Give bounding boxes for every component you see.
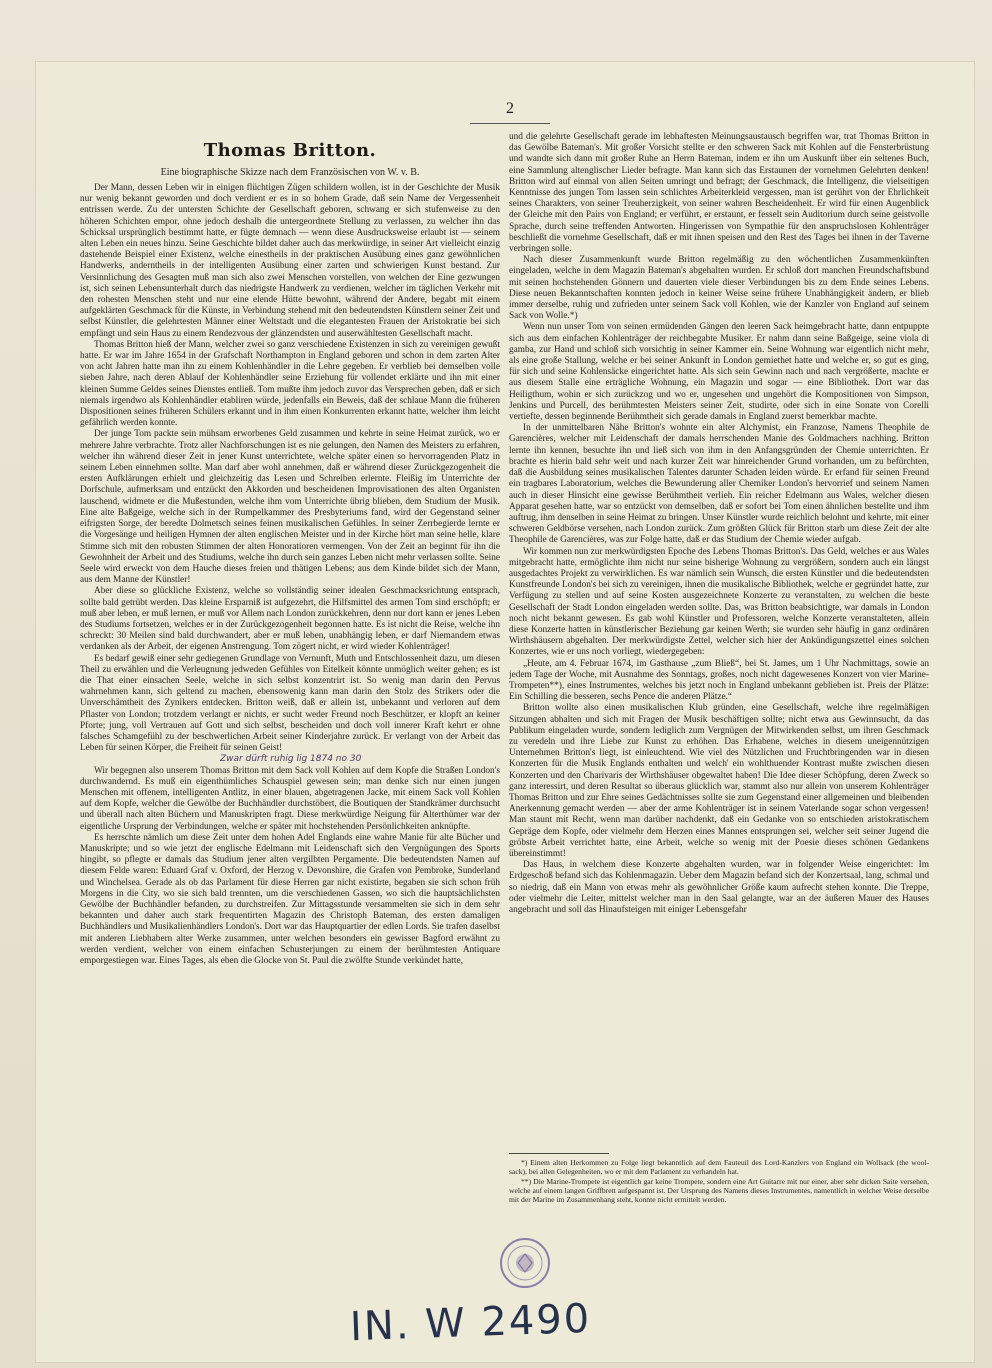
paragraph: Nach dieser Zusammenkunft wurde Britton regelmäßig zu den wöchentlichen Zusammenkünften eingeladen, welche in dem Magazin Bateman's abgehalten wurden. Er schloß dort manchen Freundschaftsbund mit seinen hochstehenden Gönnern und dauerten viele dieser Verbindungen bis zu dem Ende seines Lebens. Diese neuen Bekanntschaften konnten jedoch in keiner Weise seine frühere Unabhängigkeit ändern, er blieb immer derselbe, ruhig und zufrieden unter seinem Sack voll Kohlen, wie der Kanzler von England auf seinem Sack von Wolle.*) bbox=[509, 255, 929, 322]
paragraph: Der Mann, dessen Leben wir in einigen flüchtigen Zügen schildern wollen, ist in der Geschichte der Musik nur wenig bekannt geworden und doch verdient er es in so hohem Grade, daß sein Name der Vergessenheit entrissen werde. Zu der untersten Schichte der Gesellschaft geboren, schwang er sich stufenweise zu den höheren Schichten empor, ohne jedoch deshalb die untergeordnete Stellung zu verlassen, zu welcher ihn das Schicksal ursprünglich bestimmt hatte, er fügte demnach — wenn diese Ausdrucksweise erlaubt ist — seinem alten Leben ein neues hinzu. Seine Geschichte bildet daher auch das merkwürdige, in seiner Art vielleicht einzig dastehende Beispiel einer Existenz, welche einestheils in der praktischen Ausübung eines ganz gewöhnlichen Handwerks, anderntheils in der intelligenten Ausübung einer zarten und schwierigen Kunst bestand. Zur Versinnlichung des Gesagten muß man sich also zwei Menschen vorstellen, von welchen der Eine gezwungen ist, sich seinen Lebensunterhalt durch das niedrigste Handwerk zu verdienen, welcher im täglichen Verkehr mit den rohesten Menschen steht und nur eine elende Hütte bewohnt, während der Andere, begabt mit einem aufgeklärten Geschmack für die Künste, in Verbindung stehend mit den bedeutendsten Künstlern seiner Zeit und selbst Künstler, die gelehrtesten Männer einer Weltstadt und die elegantesten Frauen der Aristokratie bei sich empfängt und sein Haus zu einem Rendezvous der glänzendsten und auserwähltesten Gesellschaft macht. bbox=[80, 183, 500, 339]
paragraph: Aber diese so glückliche Existenz, welche so vollständig seiner idealen Geschmacksrichtung entsprach, sollte bald getrübt werden. Das kleine Ersparniß ist aufgezehrt, die Hilfsmittel des armen Tom sind erschöpft; er muß aber leben, er muß lernen, er muß vor Allem nach London zurückkehren, denn nur dort kann er jenes Leben des Studiums fortsetzen, welches er in der Zurückgezogenheit begonnen hatte. Es ist nicht die Reise, welche ihn schreckt: 30 Meilen sind bald durchwandert, aber er muß leben, unabhängig leben, er darf Niemandem etwas verdanken als der Arbeit, der eigenen Anstrengung. Tom zögert nicht, er wird wieder Kohlenträger! bbox=[80, 586, 500, 653]
page-number-rule bbox=[470, 123, 550, 124]
footnote: *) Einem alten Herkommen zu Folge liegt bekanntlich auf dem Fauteuil des Lord-Kanzlers von England ein Wollsack (the wool-sack), bei allen Gelegenheiten, wo er mit dem Parlament zu verhandeln hat. bbox=[509, 1158, 929, 1176]
concert-announcement-quote: „Heute, am 4. Februar 1674, im Gasthause „zum Bließ“, bei St. James, um 1 Uhr Nachmittags, sowie an jedem Tage der Woche, mit Ausnahme des Sonntags, großes, noch nicht dagewesenes Konzert von vier Marine-Trompeten**), eines Instrumentes, welches bis jetzt noch in England unbekannt geblieben ist. Preis der Plätze: Ein Schilling die besseren, sechs Pence die anderen Plätze.“ bbox=[509, 658, 929, 703]
handwritten-note: Zwar dürft ruhig lig 1874 no 30 bbox=[220, 754, 362, 765]
paragraph: Thomas Britton hieß der Mann, welcher zwei so ganz verschiedene Existenzen in sich zu vereinigen gewußt hatte. Er war im Jahre 1654 in der Grafschaft Northampton in England geboren und schon in dem zarten Alter von acht Jahren hatte man ihn zu einem Kohlenhändler in die Lehre gegeben. Er verblieb bei demselben volle sieben Jahre, nach deren Ablauf der Kohlenhändler seine Erziehung für vollendet erklärte und ihn mit einer kleinen Summe Geldes seines Dienstes entließ. Tom mußte ihm jedoch zuvor das Versprechen geben, daß er sich niemals irgendwo als Kohlenhändler etabliren würde, jedenfalls ein Beweis, daß der schlaue Mann die früheren Dispositionen seines früheren Schülers erkannt und in ihm einen Konkurrenten erkannt hatte, welcher ihm leicht gefährlich werden konnte. bbox=[80, 339, 500, 429]
library-stamp-icon bbox=[498, 1236, 552, 1290]
paragraph: Wir kommen nun zur merkwürdigsten Epoche des Lebens Thomas Britton's. Das Geld, welches er aus Wales mitgebracht hatte, ermöglichte ihm nicht nur seine bisherige Wohnung zu vergrößern, sondern auch ein längst ausgedachtes Projekt zu verwirklichen. Es war nämlich sein Wunsch, die ersten Künstler und die bedeutendsten Kunstfreunde London's bei sich zu vereinigen, ihnen die musikalische Bibliothek, welche er gegründet hatte, zur Verfügung zu stellen und auf seine Kosten ausgezeichnete Konzerte zu veranstalten, zu welchen die beste Gesellschaft der Stadt London eingeladen werden sollte. Das, was Britton beabsichtigte, war damals in London noch nicht bekannt gewesen. Es gab wohl Künstler und Professoren, welche Konzerte veranstalteten, allein diese Konzerte hatten in künstlerischer Beziehung gar keinen Werth; sie wurden sehr häufig in ganz ordinären Wirthshäusern abgehalten. Der merkwürdigste Zettel, welcher sich hier der Ankündigungszettel eines solchen Konzertes, wie er uns noch vorliegt, wiedergegeben: bbox=[509, 546, 929, 658]
footnotes bbox=[509, 1158, 929, 1205]
paragraph: Es bedarf gewiß einer sehr gediegenen Grundlage von Vernunft, Muth und Entschlossenheit dazu, um diesen Theil zu erwählen und die Verleugnung jedweden Gefühles von Eitelkeit könnte unmöglich weiter gehen; es ist die That einer einsachen Seele, welche in sich selbst konzentrirt ist. So wenig man darin den Pervus wahrnehmen kann, sich geltend zu machen, ebensowenig kann man darin den Stolz des Strikers oder die Unverschämtheit des Zynikers entdecken. Britton weiß, daß er allein ist, unbekannt und verloren auf dem Pflaster von London; trotzdem verlangt er nichts, er sucht weder Freund noch Beschützer, er klopft an keiner Pforte; jung, voll Vertrauen auf Gott und sich selbst, bescheiden und doch voll innerer Kraft kehrt er ohne falsches Schamgefühl zu der beschwerlichen Arbeit seiner Kinderjahre zurück. Er verlangt von der Arbeit das Leben für seinen Körper, die Freiheit für seinen Geist! bbox=[80, 653, 500, 754]
page-number: 2 bbox=[506, 100, 514, 117]
paragraph: Wenn nun unser Tom von seinen ermüdenden Gängen den leeren Sack heimgebracht hatte, dann entpuppte sich aus dem einfachen Kohlenträger der reichbegabte Musiker. Er nahm dann seine Baßgeige, seine viola di gamba, zur Hand und schloß sich vorsichtig in seiner Kammer ein. Seine Wohnung war eigentlich nicht mehr, als eine große Stallung, welche er bei seiner Ankunft in London gemiethet hatte und welche er, so gut es ging, für sich und seine Kohlensäcke eingerichtet hatte. Als sich sein Gewinn nach und nach vergrößerte, machte er aus diesem Stalle eine erträgliche Wohnung, ein Magazin und sogar — eine Bibliothek. Dort war das Heiligthum, wohin er sich zurückzog und wo er, ungesehen und ungehört die Kompositionen von Simpson, Jenkins und Purcell, des berühmtesten Meisters seiner Zeit, studirte, oder sich in eine Sonate von Corelli vertiefte, dessen beginnende Berühmtheit sich gerade damals in England zuerst bemerkbar machte. bbox=[509, 322, 929, 423]
paragraph: Das Haus, in welchem diese Konzerte abgehalten wurden, war in folgender Weise eingerichtet: Im Erdgeschoß befand sich das Kohlenmagazin. Ueber dem Magazin befand sich der Konzertsaal, lang, schmal und so niedrig, daß ein Mann von etwas mehr als gewöhnlicher Größe kaum aufrecht stehen konnte. Die Treppe, oder vielmehr die Leiter, mittelst welcher man in den Saal gelangte, war an der äußeren Mauer des Hauses angebracht und soll das Hinaufsteigen mit einiger Lebensgefahr bbox=[509, 860, 929, 916]
call-number-pencil: IN. W 2490 bbox=[349, 1295, 592, 1351]
article-title: Thomas Britton. bbox=[203, 140, 377, 161]
paragraph: Es herrschte nämlich um diese Zeit unter dem hohen Adel Englands eine wahre Manie für alte Bücher und Manuskripte; und so wie jetzt der englische Edelmann mit Leidenschaft sich den Vergnügungen des Sports hingibt, so pflegte er damals das Studium jener alten vergilbten Pergamente. Die bedeutendsten Namen auf diesem Felde waren: Eduard Graf v. Oxford, der Herzog v. Devonshire, die Grafen von Pembroke, Sunderland und Winchelsea. Gerade als ob das Parlament für diese Herren gar nicht existirte, begaben sie sich schon früh Morgens in die City, wo sie sich bald trennten, um die verschiedenen Gassen, wo sich die hauptsächlichsten Gewölbe der Buchhändler befanden, zu durchstreifen. Zur Mittagsstunde versammelten sie sich in dem sehr bekannten und daher auch stark frequentirten Magazin des Christoph Bateman, des ersten damaligen Buchhändlers und Musikalienhändlers London's. Dort war das Hauptquartier der edlen Lords. Sie trafen daselbst mit anderen Liebhabern alter Werke zusammen, unter welchen besonders ein gewisser Bagford erwähnt zu werden verdient, welcher von einem einfachen Schusterjungen zu einem der berühmtesten Antiquare emporgestiegen war. Eines Tages, als eben die Glocke von St. Paul die zwölfte Stunde verkündet hatte, bbox=[80, 832, 500, 967]
paragraph: Der junge Tom packte sein mühsam erworbenes Geld zusammen und kehrte in seine Heimat zurück, wo er mehrere Jahre verbrachte. Trotz aller Nachforschungen ist es nie gelungen, den Namen des Meisters zu erfahren, welcher ihn während dieser Zeit in jener Kunst unterrichtete, welche später einen so hervorragenden Platz in seinem Leben einnehmen sollte. Man darf aber wohl annehmen, daß er während dieser Zurückgezogenheit die ersten Aufklärungen erhielt und gleichzeitig das Lesen und Schreiben erlernte. Fleißig im Unterrichte der Dorfschule, aufmerksam und entzückt den Akkorden und bescheidenen Improvisationen des alten Organisten lauschend, widmete er die Mußestunden, welche ihm vom Unterrichte übrig blieben, dem Studium der Musik. Eine alte Baßgeige, welche sich in der Rumpelkammer des Presbyteriums fand, wird der Gegenstand seiner eifrigsten Sorge, der beredte Dolmetsch seines feinen musikalischen Gefühles. In seiner Zerrbegierde lernte er die Vorgesänge und heiligen Hymnen der alten englischen Meister und in der Kirche hört man seine helle, klare Stimme sich mit den robusten Stimmen der alten Honoratioren vermengen. Von der Zeit an beginnt für ihn die Gewohnheit der Arbeit und des Studiums, welche ihn durch sein ganzes Leben nicht mehr verlassen sollte. Seine Seele wird erweckt von dem Hauche dieses freien und thätigen Lebens; aus dem Kinde bildet sich der Mann, aus dem Manne der Künstler! bbox=[80, 429, 500, 586]
right-column bbox=[509, 132, 929, 1152]
paragraph: Britton wollte also einen musikalischen Klub gründen, eine Gesellschaft, welche ihre regelmäßigen Sitzungen abhalten und sich mit Fragen der Musik beschäftigen sollte; nicht etwa aus Gewinnsucht, da das Publikum eingeladen wurde, sondern lediglich zum Vergnügen der Mitwirkenden selbst, um ihren Geschmack zu veredeln und ihre Liebe zur Kunst zu erhöhen. Das Erhabene, welches in diesem uneigennützigen Unternehmen Britton's liegt, ist einleuchtend. Wie viel des Nützlichen und Fruchtbringenden war in diesen Konzerten für die Musik Englands enthalten und welch' ein wohlthuender Kontrast mußte zwischen diesen Konzerten und den Charivaris der Wirthshäuser obgewaltet haben! Die Idee dieser Schöpfung, deren Zweck so ganz interessirt, und deren Resultat so überaus glücklich war, stammt also nur allein von unserem Kohlenträger Thomas Britton und zur Ehre seines Gedächtnisses sollte sie zum Gegenstand einer allgemeinen und bleibenden Anerkennung gemacht werden — aber der arme Kohlenträger ist in seinem Vaterlande sogar schon vergessen! Man staunt mit Recht, wenn man darüber nachdenkt, daß ein Gedanke von so entschieden aristokratischem Gepräge dem Kopfe, oder vielmehr dem Herzen eines Mannes entsprungen sei, welcher seit seiner Jugend die gröbste Arbeit verrichtet hatte, eine Arbeit, welche so wenig mit der Poesie dieses schönen Gedankens übereinstimmt! bbox=[509, 703, 929, 859]
footnote: **) Die Marine-Trompete ist eigentlich gar keine Trompete, sondern eine Art Guitarre mit nur einer, aber sehr dicken Saite versehen, welche auf einem langen Griffbrett aufgespannt ist. Der Ursprung des Namens dieses Instrumentes, namentlich in welcher Weise derselbe mit der Marine im Zusammenhang steht, konnte nicht ermittelt werden. bbox=[509, 1177, 929, 1204]
footnote-rule bbox=[509, 1153, 609, 1154]
paragraph: und die gelehrte Gesellschaft gerade im lebhaftesten Meinungsaustausch begriffen war, trat Thomas Britton in das Gewölbe Bateman's. Mit großer Vorsicht stellte er den schweren Sack mit Kohlen auf die Fensterbrüstung und wandte sich dann mit großer Ruhe an Herrn Bateman, indem er ihn um Auskunft über ein seltenes Buch, eine Sammlung altenglischer Lieder befragte. Man kann sich das Erstaunen der vornehmen Gelehrten denken! Britton wird auf einmal von allen Seiten umringt und befragt; der Geschmack, die Intelligenz, die vielseitigen Kenntnisse des jungen Tom lassen sein schlichtes Arbeiterkleid vergessen, man ist gerührt von der Ehrlichkeit seines Charakters, von seiner Treuherzigkeit, von seiner wahren Bescheidenheit. Er wird für einen Augenblick der Gleiche mit den Pairs von England; er verführt, er erstaunt, er fesselt sein Auditorium durch seine geistvolle Sprache, durch seine treffenden Antworten. Hingerissen von Sympathie für den anspruchslosen Kohlenträger beschließt die vornehme Gesellschaft, daß er mit ihnen speisen und den Rest des Tages bei ihnen in der Taverne verbringen solle. bbox=[509, 132, 929, 255]
paragraph: In der unmittelbaren Nähe Britton's wohnte ein alter Alchymist, ein Franzose, Namens Theophile de Garencières, welcher mit Leidenschaft der damals herrschenden Manie des Goldmachers nachhing. Britton lernte ihn kennen, besuchte ihn und ließ sich von ihm in den Anfangsgründen der Chemie unterrichten. Er brachte es hierin bald sehr weit und nach kurzer Zeit war hinreichender Grund vorhanden, um zu befürchten, daß die Ausbildung seines musikalischen Talentes darunter Schaden leiden würde. Er erfand für seinen Freund ein tragbares Laboratorium, welches die Bewunderung aller Chemiker London's hervorrief und seinem Namen auch in dieser Hinsicht eine gewisse Berühmtheit verlieh. Ein reicher Edelmann aus Wales, welcher diesen Apparat gesehen hatte, war so entzückt von demselben, daß er sofort bei Tom einen ähnlichen bestellte und ihm auftrug, ihm denselben in seine Heimat zu bringen. Unser Künstler wurde reichlich belohnt und kehrte, mit einer schweren Geldbörse versehen, nach London zurück. Zum größten Glück für Britton starb um diese Zeit der alte Theophile de Garencières, was zur Folge hatte, daß er das Studium der Chemie wieder aufgab. bbox=[509, 423, 929, 546]
paragraph: Wir begegnen also unserem Thomas Britton mit dem Sack voll Kohlen auf dem Kopfe die Straßen London's durchwandernd. Es muß ein eigenthümliches Schauspiel gewesen sein; man denke sich nur einen jungen Menschen mit offenem, intelligenten Antlitz, in einer blauen, abgetragenen Jacke, mit einem Sack voll Kohlen auf dem Kopfe, welcher die Gewölbe der Buchhändler durchstöbert, die Boutiquen der Standkrämer durchsucht und überall nach alten Büchern und Manuskripten fragt. Diese merkwürdige Neigung für Alterthümer war der eigentliche Ursprung der Verbindungen, welche er später mit hochstehenden Persönlichkeiten anknüpfte. bbox=[80, 765, 500, 832]
left-column bbox=[80, 132, 500, 1227]
article-subtitle: Eine biographische Skizze nach dem Französischen von W. v. B. bbox=[160, 167, 420, 178]
